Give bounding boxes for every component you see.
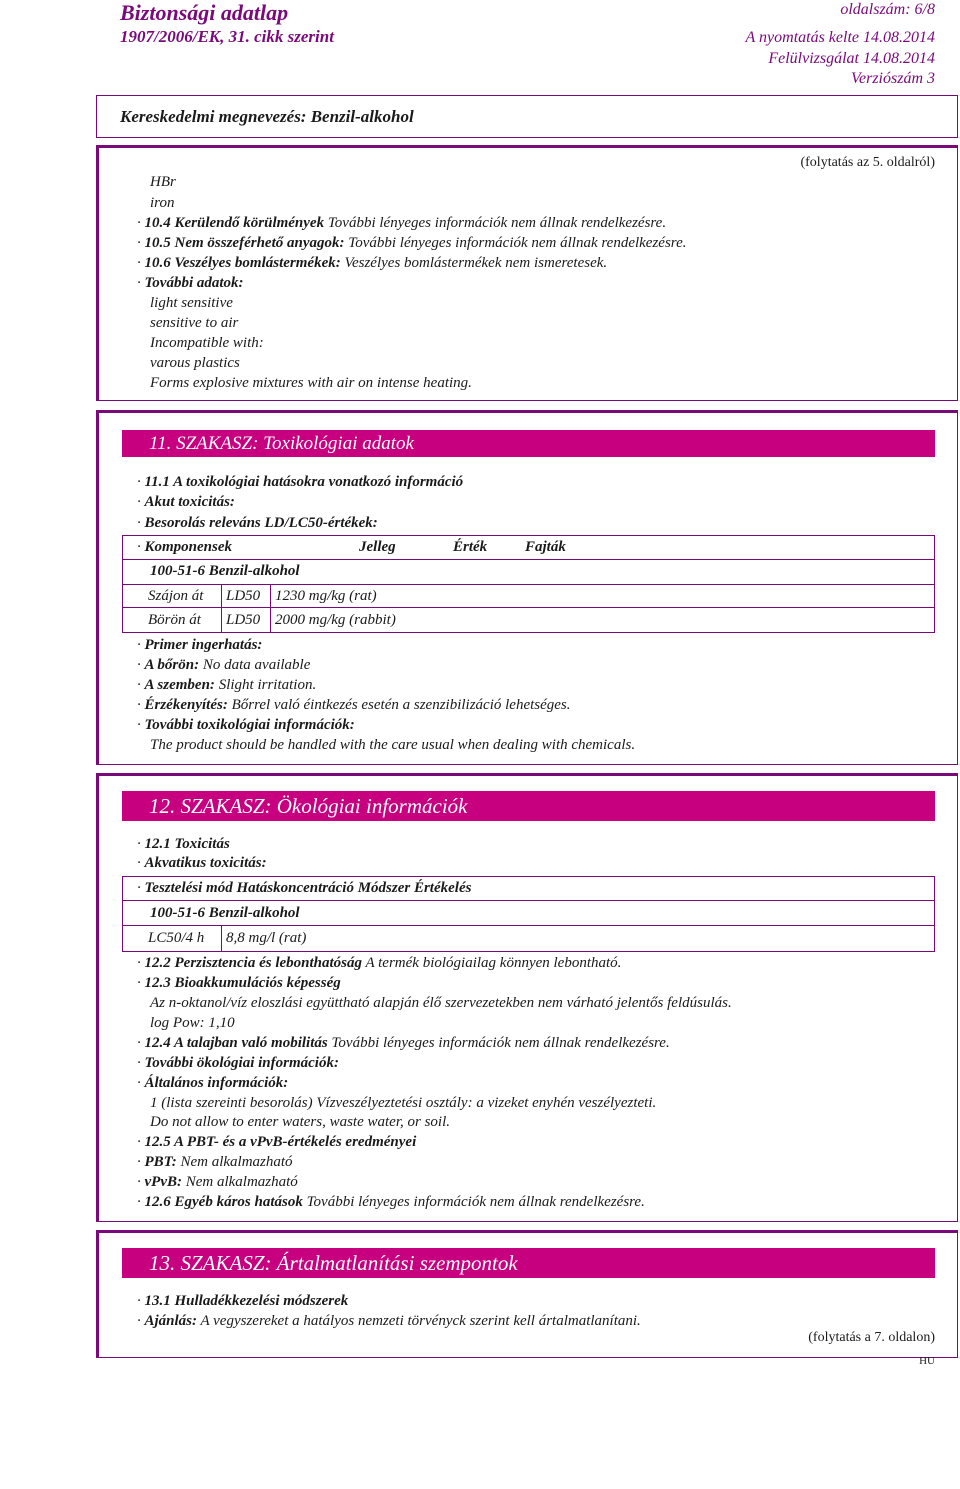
text-line: light sensitive — [150, 295, 233, 311]
version-number: Verziószám 3 — [850, 70, 935, 87]
table-cell: 8,8 mg/l (rat) — [226, 930, 307, 946]
document-title: Biztonsági adatlap — [120, 0, 289, 25]
col-type: Jelleg — [359, 539, 396, 555]
text-line: 1 (lista szereinti besorolás) Vízveszélyeztetési osztály: a vizeket enyhén veszélyezteti. — [150, 1095, 657, 1111]
additional-data-label: · További adatok: — [137, 275, 244, 291]
subsection-12-3: · 12.3 Bioakkumulációs képesség — [137, 975, 341, 991]
table-cell: Szájon át — [148, 588, 204, 604]
page-number: oldalszám: 6/8 — [840, 1, 935, 18]
text-line: Incompatible with: — [150, 335, 264, 351]
subsection-10-5: · 10.5 Nem összeférhető anyagok: További lényeges információk nem állnak rendelkezésre. — [137, 235, 687, 251]
subsection-text: Veszélyes bomlástermékek nem ismeretesek. — [344, 255, 608, 271]
subsection-text: További lényeges információk nem állnak rendelkezésre. — [327, 215, 667, 231]
continued-to-note: (folytatás a 7. oldalon) — [808, 1330, 935, 1345]
section12-heading: 12. SZAKASZ: Ökológiai információk — [122, 791, 935, 821]
primary-irritation-label: · Primer ingerhatás: — [137, 637, 263, 653]
table-divider — [122, 584, 935, 585]
print-date: A nyomtatás kelte 14.08.2014 — [745, 29, 935, 46]
subsection-label: 10.4 Kerülendő körülmények — [144, 215, 325, 231]
subsection-label: 10.6 Veszélyes bomlástermékek: — [144, 255, 341, 271]
classification-label: · Besorolás releváns LD/LC50-értékek: — [137, 515, 378, 531]
language-code: HU — [919, 1355, 935, 1367]
col-species: Fajták — [525, 539, 566, 555]
section11-heading: 11. SZAKASZ: Toxikológiai adatok — [122, 430, 935, 457]
table-divider — [270, 584, 271, 633]
table-cell: Börön át — [148, 612, 201, 628]
text-line: sensitive to air — [150, 315, 239, 331]
table-divider — [122, 607, 935, 608]
revision-date: Felülvizsgálat 14.08.2014 — [768, 50, 935, 67]
acute-toxicity-label: · Akut toxicitás: — [137, 494, 235, 510]
subsection-text: További lényeges információk nem állnak rendelkezésre. — [348, 235, 687, 251]
table-cell: 2000 mg/kg (rabbit) — [275, 612, 396, 628]
subsection-label: 10.5 Nem összeférhető anyagok: — [144, 235, 345, 251]
subsection-12-6: · 12.6 Egyéb káros hatások További lényeges információk nem állnak rendelkezésre. — [137, 1194, 645, 1210]
table-cell: 1230 mg/kg (rat) — [275, 588, 377, 604]
text-line: log Pow: 1,10 — [150, 1015, 235, 1031]
table-component: 100-51-6 Benzil-alkohol — [150, 563, 300, 579]
table-cell: LC50/4 h — [148, 930, 205, 946]
vpvb-line: · vPvB: Nem alkalmazható — [137, 1174, 298, 1190]
aquatic-toxicity-label: · Akvatikus toxicitás: — [137, 855, 267, 871]
regulation-reference: 1907/2006/EK, 31. cikk szerint — [120, 27, 334, 46]
subsection-11-1: · 11.1 A toxikológiai hatásokra vonatkozó információ — [137, 474, 464, 490]
subsection-12-2: · 12.2 Perzisztencia és lebonthatóság A termék biológiailag könnyen lebontható. — [137, 955, 622, 971]
subsection-12-4: · 12.4 A talajban való mobilitás További lényeges információk nem állnak rendelkezésre. — [137, 1035, 670, 1051]
general-info-label: · Általános információk: — [137, 1075, 289, 1091]
text-line: Forms explosive mixtures with air on intense heating. — [150, 375, 472, 391]
table-cell: LD50 — [226, 588, 261, 604]
table-cell: LD50 — [226, 612, 261, 628]
trade-name: Kereskedelmi megnevezés: Benzil-alkohol — [120, 107, 414, 126]
text-line: varous plastics — [150, 355, 240, 371]
subsection-10-6: · 10.6 Veszélyes bomlástermékek: Veszélyes bomlástermékek nem ismeretesek. — [137, 255, 608, 271]
col-value: Érték — [453, 539, 488, 555]
subsection-10-4: · 10.4 Kerülendő körülmények További lényeges információk nem állnak rendelkezésre. — [137, 215, 667, 231]
table-component: 100-51-6 Benzil-alkohol — [150, 905, 300, 921]
sensitization: · Érzékenyítés: Bőrrel való éintkezés esetén a szenzibilizáció lehetséges. — [137, 697, 571, 713]
ecotox-header: · Tesztelési mód Hatáskoncentráció Módszer Értékelés — [137, 880, 472, 896]
table-divider — [122, 559, 935, 560]
continued-from-note: (folytatás az 5. oldalról) — [800, 155, 935, 170]
pbt-line: · PBT: Nem alkalmazható — [137, 1154, 293, 1170]
subsection-12-1: · 12.1 Toxicitás — [137, 836, 230, 852]
further-tox-text: The product should be handled with the care usual when dealing with chemicals. — [150, 737, 636, 753]
subsection-13-1: · 13.1 Hulladékkezelési módszerek — [137, 1293, 349, 1309]
section13-heading: 13. SZAKASZ: Ártalmatlanítási szempontok — [122, 1248, 935, 1278]
col-components: Komponensek — [144, 539, 233, 555]
table-divider — [221, 925, 222, 952]
subsection-12-5: · 12.5 A PBT- és a vPvB-értékelés eredményei — [137, 1134, 417, 1150]
further-eco-label: · További ökológiai információk: — [137, 1055, 339, 1071]
table-header-row: · Komponensek — [137, 539, 233, 555]
table-divider — [221, 584, 222, 633]
skin-effect: · A bőrön: No data available — [137, 657, 311, 673]
text-line: iron — [150, 195, 175, 211]
text-line: HBr — [150, 174, 176, 190]
eye-effect: · A szemben: Slight irritation. — [137, 677, 317, 693]
recommendation: · Ajánlás: A vegyszereket a hatályos nemzeti törvényck szerint kell ártalmatlanítani. — [137, 1313, 641, 1329]
further-tox-label: · További toxikológiai információk: — [137, 717, 355, 733]
table-divider — [122, 925, 935, 926]
table-divider — [122, 900, 935, 901]
text-line: Az n-oktanol/víz eloszlási együttható alapján élő szervezetekben nem várható jelentős feldúsulás. — [150, 995, 732, 1011]
text-line: Do not allow to enter waters, waste water, or soil. — [150, 1114, 451, 1130]
